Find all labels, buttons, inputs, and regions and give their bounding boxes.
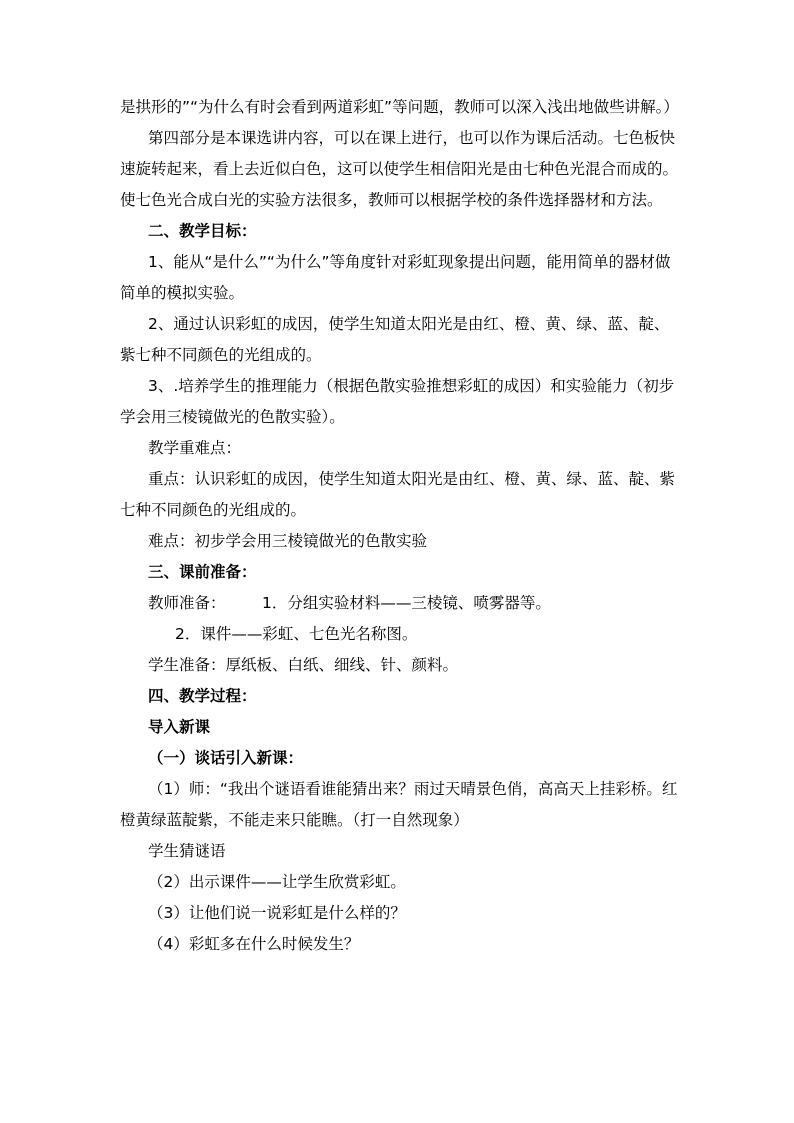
riddle-paragraph: （1）师：“我出个谜语看谁能猜出来？雨过天晴景色俏，高高天上挂彩桥。红橙黄绿蓝靛紫，不能走来只能瞧。（打一自然现象）: [120, 780, 678, 829]
goal-item-3: 3、.培养学生的推理能力（根据色散实验推想彩虹的成因）和实验能力（初步学会用三棱镜做光的色散实验）。: [120, 377, 675, 426]
step-3: （3）让他们说一说彩虹是什么样的？: [148, 904, 406, 922]
step-2: （2）出示课件——让学生欣赏彩虹。: [148, 873, 406, 891]
goal-item-1: 1、能从“是什么”“为什么”等角度针对彩虹现象提出问题，能用简单的器材做简单的模拟实验。: [120, 253, 671, 302]
difficult-point: 难点：初步学会用三棱镜做光的色散实验: [148, 532, 428, 550]
heading-talk-intro: （一）谈话引入新课：: [148, 749, 304, 767]
heading-teaching-goals: 二、教学目标：: [148, 222, 257, 240]
key-difficulty-label: 教学重难点：: [148, 439, 242, 457]
document-body: [120, 92, 680, 960]
paragraph-rainbow-questions: 是拱形的”“为什么有时会看到两道彩虹”等问题，教师可以深入浅出地做些讲解。）: [120, 98, 679, 116]
key-point: 重点：认识彩虹的成因，使学生知道太阳光是由红、橙、黄、绿、蓝、靛、紫七种不同颜色的光组成的。: [120, 470, 676, 519]
student-prep: 学生准备：厚纸板、白纸、细线、针、颜料。: [148, 656, 459, 674]
teacher-prep-label: 教师准备：: [148, 594, 226, 612]
goal-item-2: 2、通过认识彩虹的成因，使学生知道太阳光是由红、橙、黄、绿、蓝、靛、紫七种不同颜色的光组成的。: [120, 315, 670, 364]
heading-teaching-process: 四、教学过程：: [148, 687, 257, 705]
step-4: （4）彩虹多在什么时候发生？: [148, 935, 360, 953]
heading-preparation: 三、课前准备：: [148, 563, 257, 581]
paragraph-part-four: 第四部分是本课选讲内容，可以在课上进行，也可以作为课后活动。七色板快速旋转起来，看上去近似白色，这可以使学生相信阳光是由七种色光混合而成的。使七色光合成白光的实验方法很多，教师可以根据学校的条件选择器材和方法。: [120, 129, 679, 209]
teacher-prep-line: [120, 588, 680, 619]
students-guess: 学生猜谜语: [148, 842, 226, 860]
teacher-prep-item-1: 1．分组实验材料——三棱镜、喷雾器等。: [262, 594, 551, 612]
heading-intro-lesson: 导入新课: [148, 718, 211, 736]
teacher-prep-item-2: 2．课件——彩虹、七色光名称图。: [175, 625, 418, 643]
